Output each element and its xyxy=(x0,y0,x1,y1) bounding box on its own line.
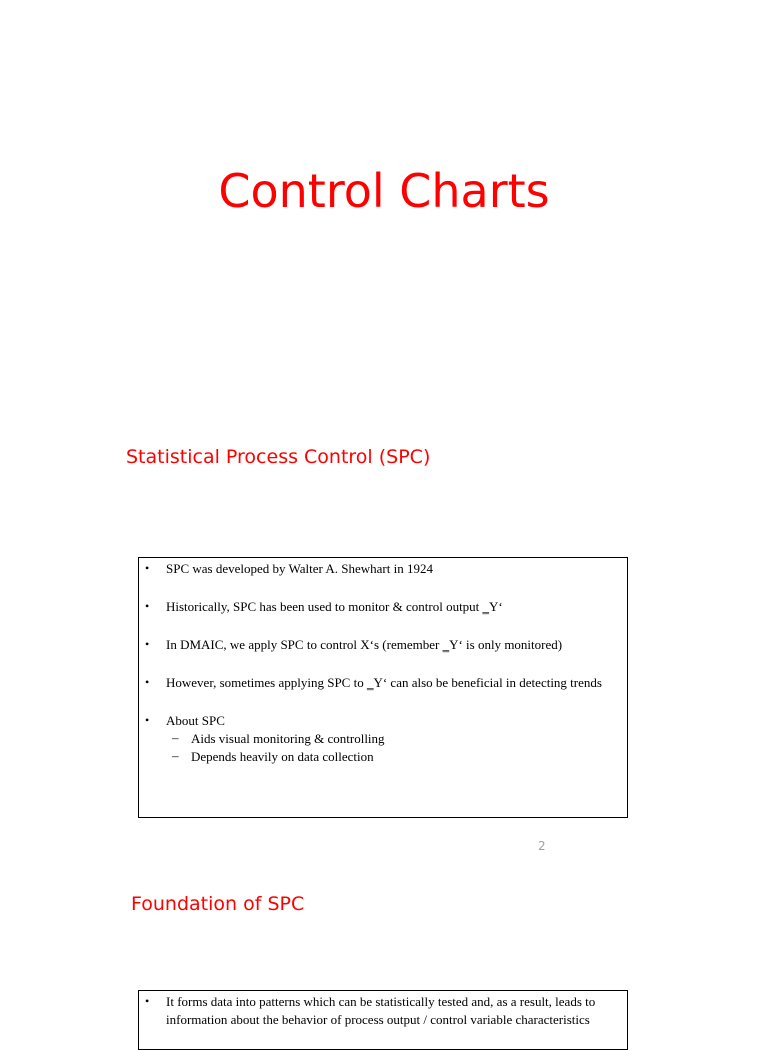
sub-bullet-list xyxy=(166,730,619,766)
bullet-icon: • xyxy=(145,637,150,651)
bullet-text: In DMAIC, we apply SPC to control X‘s (remember ‗Y‘ is only monitored) xyxy=(166,637,563,652)
bullet-item xyxy=(139,674,627,692)
bullet-text: However, sometimes applying SPC to ‗Y‘ can also be beneficial in detecting trends xyxy=(166,675,602,690)
bullet-item xyxy=(139,712,627,766)
sub-bullet-item xyxy=(166,748,619,766)
bullet-text: About SPC xyxy=(166,713,225,728)
bullet-icon: • xyxy=(145,675,150,689)
dash-icon: – xyxy=(172,748,179,763)
bullet-text: Historically, SPC has been used to monitor & control output ‗Y‘ xyxy=(166,599,503,614)
bullet-icon: • xyxy=(145,713,150,727)
bullet-text: SPC was developed by Walter A. Shewhart in 1924 xyxy=(166,561,433,576)
bullet-item xyxy=(139,636,627,654)
document-title: Control Charts xyxy=(218,164,550,218)
section-heading-foundation: Foundation of SPC xyxy=(131,893,305,915)
bullet-text: It forms data into patterns which can be statistically tested and, as a result, leads to information about the behavior of process output / control variable characteristics xyxy=(166,994,596,1027)
bullet-item xyxy=(139,560,627,578)
section-heading-spc: Statistical Process Control (SPC) xyxy=(126,446,431,468)
sub-bullet-item xyxy=(166,730,619,748)
dash-icon: – xyxy=(172,730,179,745)
bullet-item xyxy=(139,598,627,616)
spc-bullet-list xyxy=(139,560,627,766)
foundation-bullet-box xyxy=(138,990,628,1050)
bullet-icon: • xyxy=(145,994,150,1008)
bullet-icon: • xyxy=(145,599,150,613)
sub-bullet-text: Aids visual monitoring & controlling xyxy=(191,731,385,746)
spc-bullet-box xyxy=(138,557,628,818)
sub-bullet-text: Depends heavily on data collection xyxy=(191,749,374,764)
bullet-icon: • xyxy=(145,561,150,575)
page-number: 2 xyxy=(538,839,546,853)
